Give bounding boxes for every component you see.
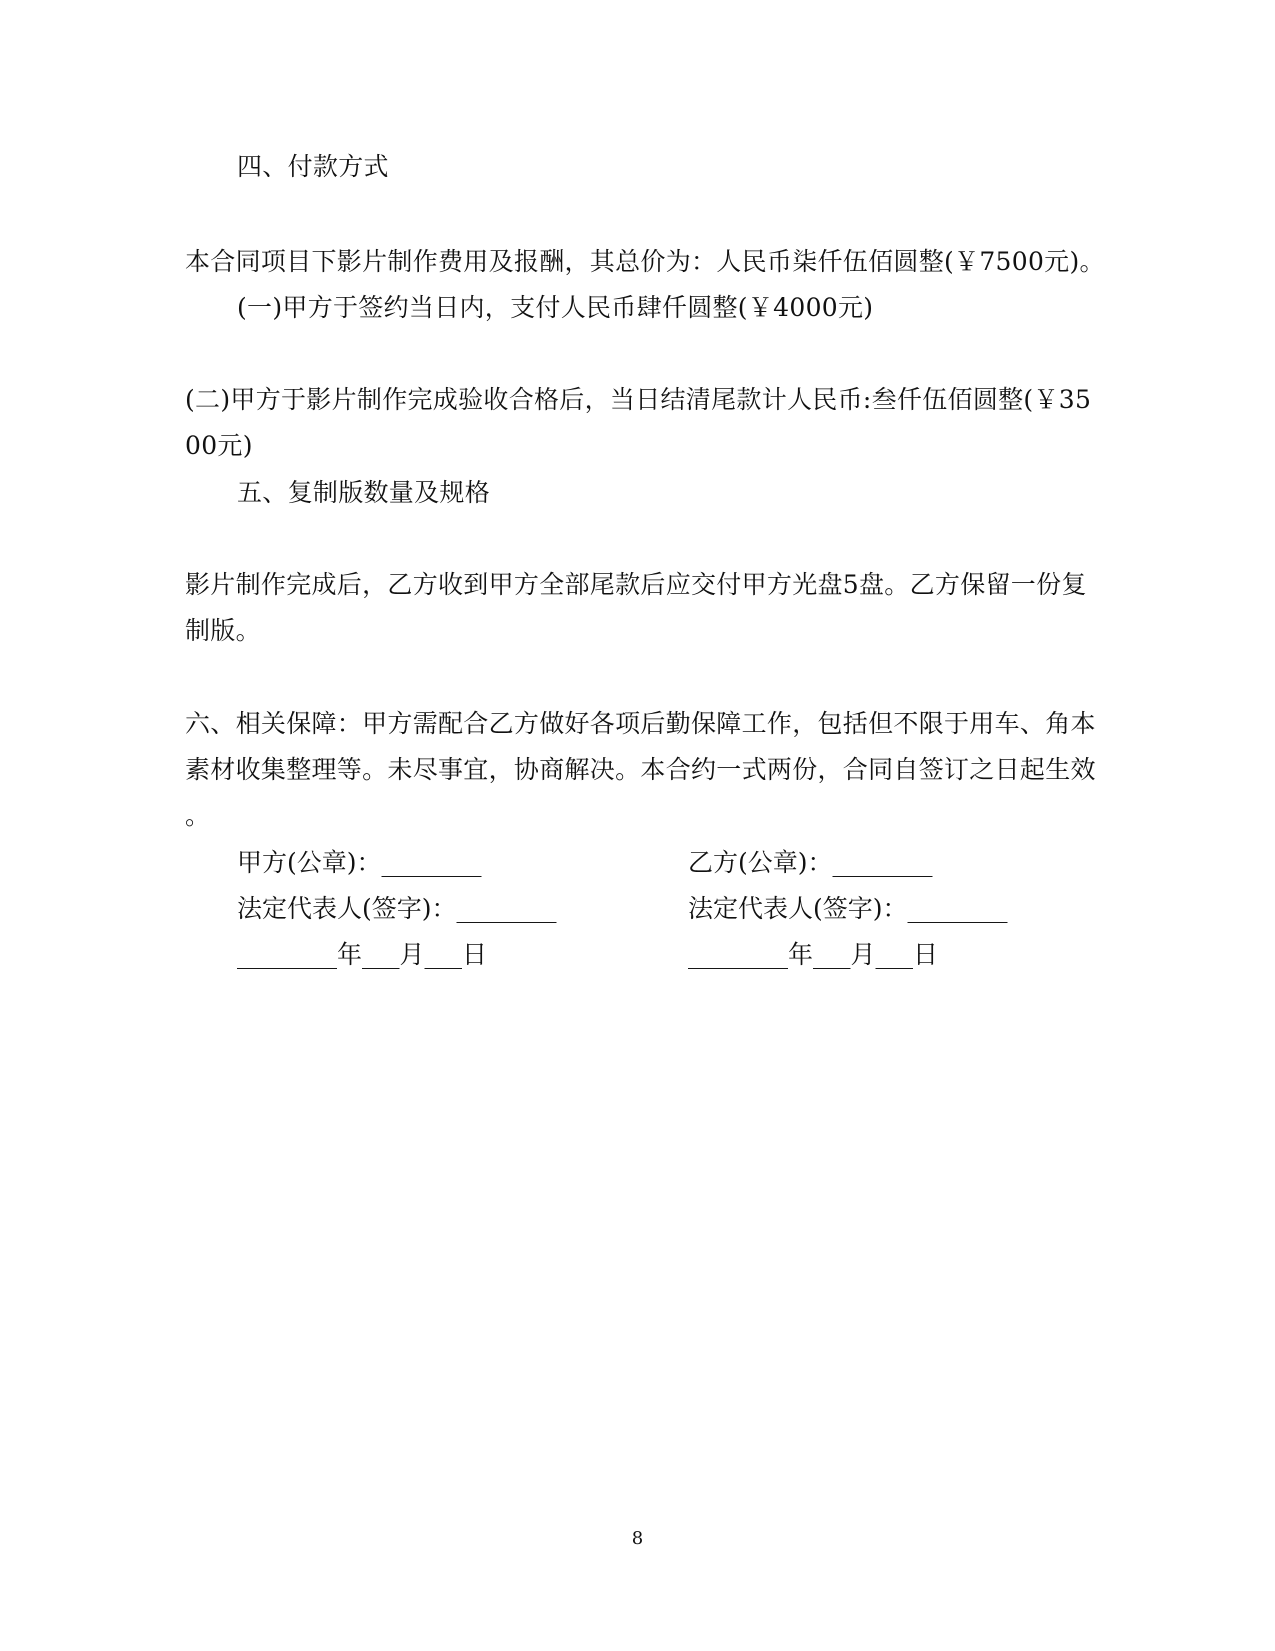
section-6-line-2: 素材收集整理等。未尽事宜，协商解决。本合约一式两份，合同自签订之日起生效 bbox=[185, 755, 1096, 784]
payment-clause-2-line-2: 00元) bbox=[185, 431, 253, 460]
section-4-heading: 四、付款方式 bbox=[237, 152, 389, 181]
copies-paragraph-line-2: 制版。 bbox=[185, 616, 261, 645]
party-a-representative-field: 法定代表人(签字)：________ bbox=[237, 894, 557, 923]
section-6-line-3: 。 bbox=[185, 801, 211, 830]
page-number: 8 bbox=[631, 1528, 644, 1549]
payment-clause-1: (一)甲方于签约当日内，支付人民币肆仟圆整(￥4000元) bbox=[237, 293, 874, 322]
section-5-heading: 五、复制版数量及规格 bbox=[237, 478, 491, 507]
party-b-representative-field: 法定代表人(签字)：________ bbox=[688, 894, 1008, 923]
total-price-paragraph: 本合同项目下影片制作费用及报酬，其总价为：人民币柒仟伍佰圆整(￥7500元)。 bbox=[185, 247, 1105, 276]
section-6-line-1: 六、相关保障：甲方需配合乙方做好各项后勤保障工作，包括但不限于用车、角本 bbox=[185, 709, 1096, 738]
party-b-date-field: ________年___月___日 bbox=[688, 940, 939, 969]
payment-clause-2-line-1: (二)甲方于影片制作完成验收合格后，当日结清尾款计人民币:叁仟伍佰圆整(￥35 bbox=[185, 385, 1092, 414]
copies-paragraph-line-1: 影片制作完成后，乙方收到甲方全部尾款后应交付甲方光盘5盘。乙方保留一份复 bbox=[185, 570, 1087, 599]
party-a-date-field: ________年___月___日 bbox=[237, 940, 488, 969]
party-b-seal-field: 乙方(公章)：________ bbox=[688, 848, 933, 877]
party-a-seal-field: 甲方(公章)：________ bbox=[237, 848, 482, 877]
